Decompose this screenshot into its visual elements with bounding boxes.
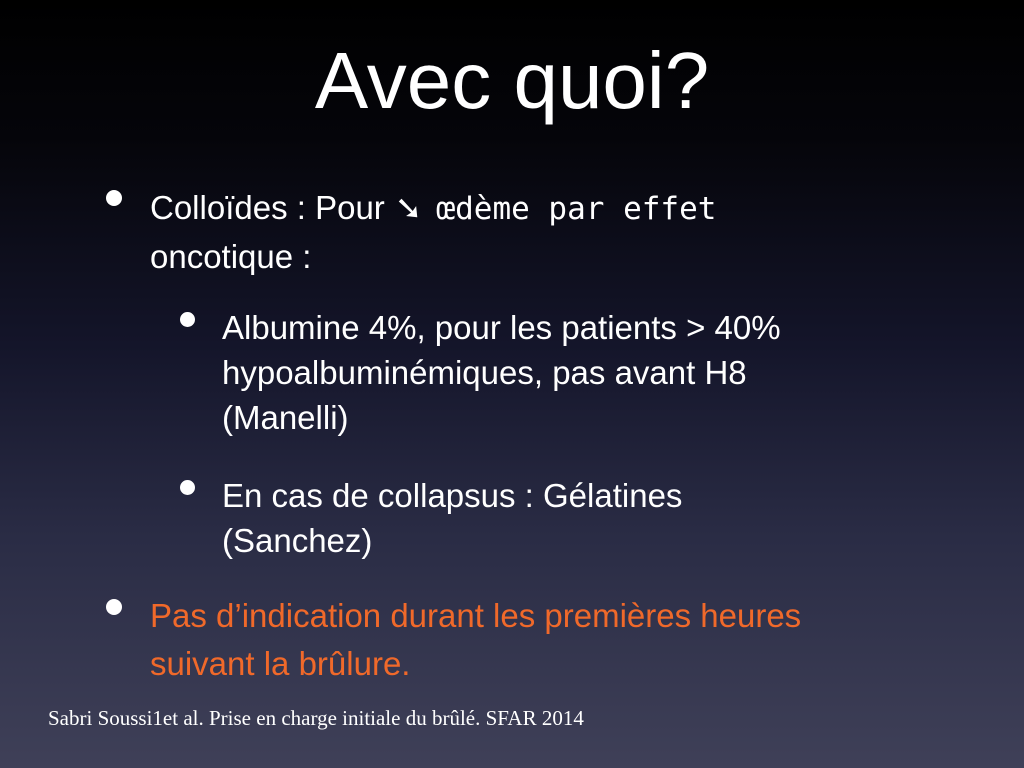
bullet-indication xyxy=(150,592,801,688)
bullet-colloides-line1 xyxy=(150,184,716,233)
bullet-colloides-line2: oncotique : xyxy=(150,238,312,275)
bullet-colloides xyxy=(150,184,716,281)
sub-bullet-albumine-line3: (Manelli) xyxy=(222,399,349,436)
bullet-dot-icon xyxy=(106,190,122,206)
bullet-dot-icon xyxy=(106,599,122,615)
slide-title: Avec quoi? xyxy=(314,36,710,125)
bullet-colloides-mono-text: œdème par effet xyxy=(436,191,717,227)
sub-bullet-dot-icon xyxy=(180,480,195,495)
source-citation: Sabri Soussi1et al. Prise en charge initiale du brûlé. SFAR 2014 xyxy=(48,706,584,730)
bullet-indication-line1: Pas d’indication durant les premières heures xyxy=(150,597,802,634)
sub-bullet-collapsus xyxy=(222,473,682,563)
bullet-indication-line2: suivant la brûlure. xyxy=(150,645,411,682)
sub-bullet-albumine xyxy=(222,305,781,440)
down-right-arrow-icon: ➘ xyxy=(394,189,423,226)
sub-bullet-dot-icon xyxy=(180,312,195,327)
bullet-colloides-text: Colloïdes : Pour xyxy=(150,189,385,226)
sub-bullet-albumine-line1: Albumine 4%, pour les patients > 40% xyxy=(222,309,781,346)
sub-bullet-collapsus-line2: (Sanchez) xyxy=(222,522,373,559)
sub-bullet-albumine-line2: hypoalbuminémiques, pas avant H8 xyxy=(222,354,747,391)
sub-bullet-collapsus-line1: En cas de collapsus : Gélatines xyxy=(222,477,683,514)
